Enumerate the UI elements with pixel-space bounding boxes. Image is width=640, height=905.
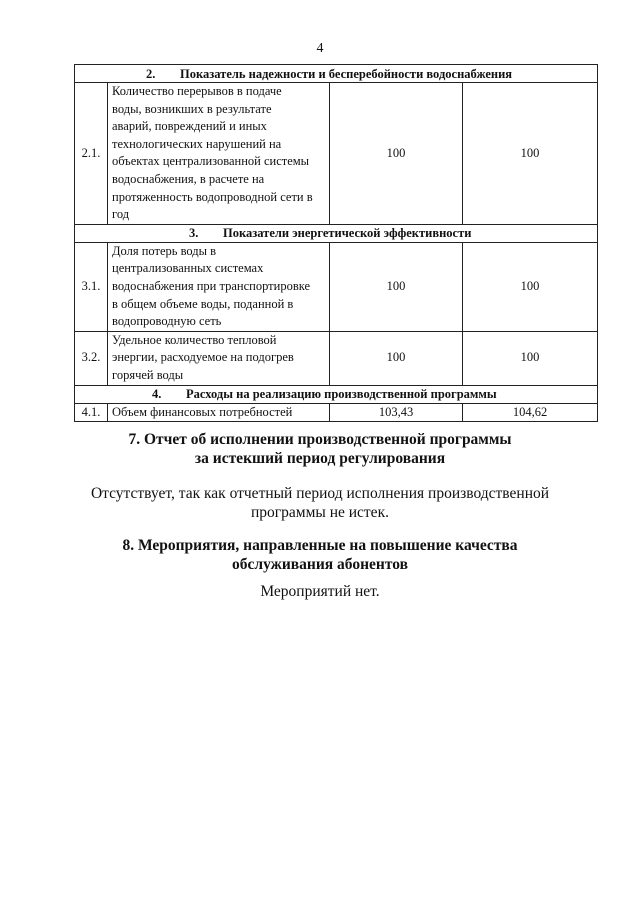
row-description [108,403,330,422]
desc-line: Объем финансовых потребностей [112,404,293,419]
section7-title-line: за истекший период регулирования [194,450,446,467]
section7-text [0,484,640,522]
row-description [108,331,330,385]
page-number: 4 [316,41,324,56]
value-cell-1: 100 [330,83,463,225]
section-number: 3. [189,226,199,241]
value-cell-1: 103,43 [330,403,463,422]
row-description [108,83,330,225]
section-title: Показатель надежности и бесперебойности водоснабжения [180,66,513,81]
value-cell-2: 104,62 [463,403,598,422]
desc-line: горячей воды [112,367,184,382]
value-cell-2: 100 [463,331,598,385]
section7-title [0,430,640,468]
section7-text-line: программы не истек. [251,504,389,521]
section-header-row [75,385,598,403]
section-title: Показатели энергетической эффективности [223,226,472,241]
section8-text: Мероприятий нет. [260,583,380,600]
desc-line: водоснабжения, в расчете на [112,171,265,186]
table-row [75,403,598,422]
row-number: 3.1. [75,242,108,331]
section-number: 2. [146,66,156,81]
section7-title-line: 7. Отчет об исполнении производственной программы [128,431,512,448]
desc-line: Удельное количество тепловой [112,332,277,347]
indicators-table [74,64,598,422]
table-row [75,83,598,225]
desc-line: централизованных системах [112,261,264,276]
row-description [108,242,330,331]
value-cell-2: 100 [463,83,598,225]
desc-line: энергии, расходуемое на подогрев [112,350,294,365]
desc-line: в общем объеме воды, поданной в [112,296,294,311]
value-cell-1: 100 [330,242,463,331]
desc-line: аварий, повреждений и иных [112,119,267,134]
row-number: 2.1. [75,83,108,225]
row-number: 3.2. [75,331,108,385]
desc-line: воды, возникших в результате [112,101,272,116]
value-cell-1: 100 [330,331,463,385]
desc-line: водоснабжения при транспортировке [112,278,311,293]
table-row [75,331,598,385]
desc-line: Доля потерь воды в [112,243,217,258]
section8-title [0,536,640,574]
desc-line: водопроводную сеть [112,314,222,329]
section8-title-line: 8. Мероприятия, направленные на повышение качества [122,537,518,554]
desc-line: протяженность водопроводной сети в [112,189,313,204]
row-number: 4.1. [75,403,108,422]
section-header-row [75,224,598,242]
table-row [75,242,598,331]
section8-title-line: обслуживания абонентов [232,556,408,573]
section-title: Расходы на реализацию производственной программы [186,387,497,401]
value-cell-2: 100 [463,242,598,331]
desc-line: технологических нарушений на [112,136,282,151]
desc-line: объектах централизованной системы [112,154,310,169]
desc-line: Количество перерывов в подаче [112,84,282,98]
section7-text-line: Отсутствует, так как отчетный период исполнения производственной [90,485,550,502]
section-number: 4. [152,387,162,401]
desc-line: год [112,207,130,222]
section-header-row [75,65,598,83]
